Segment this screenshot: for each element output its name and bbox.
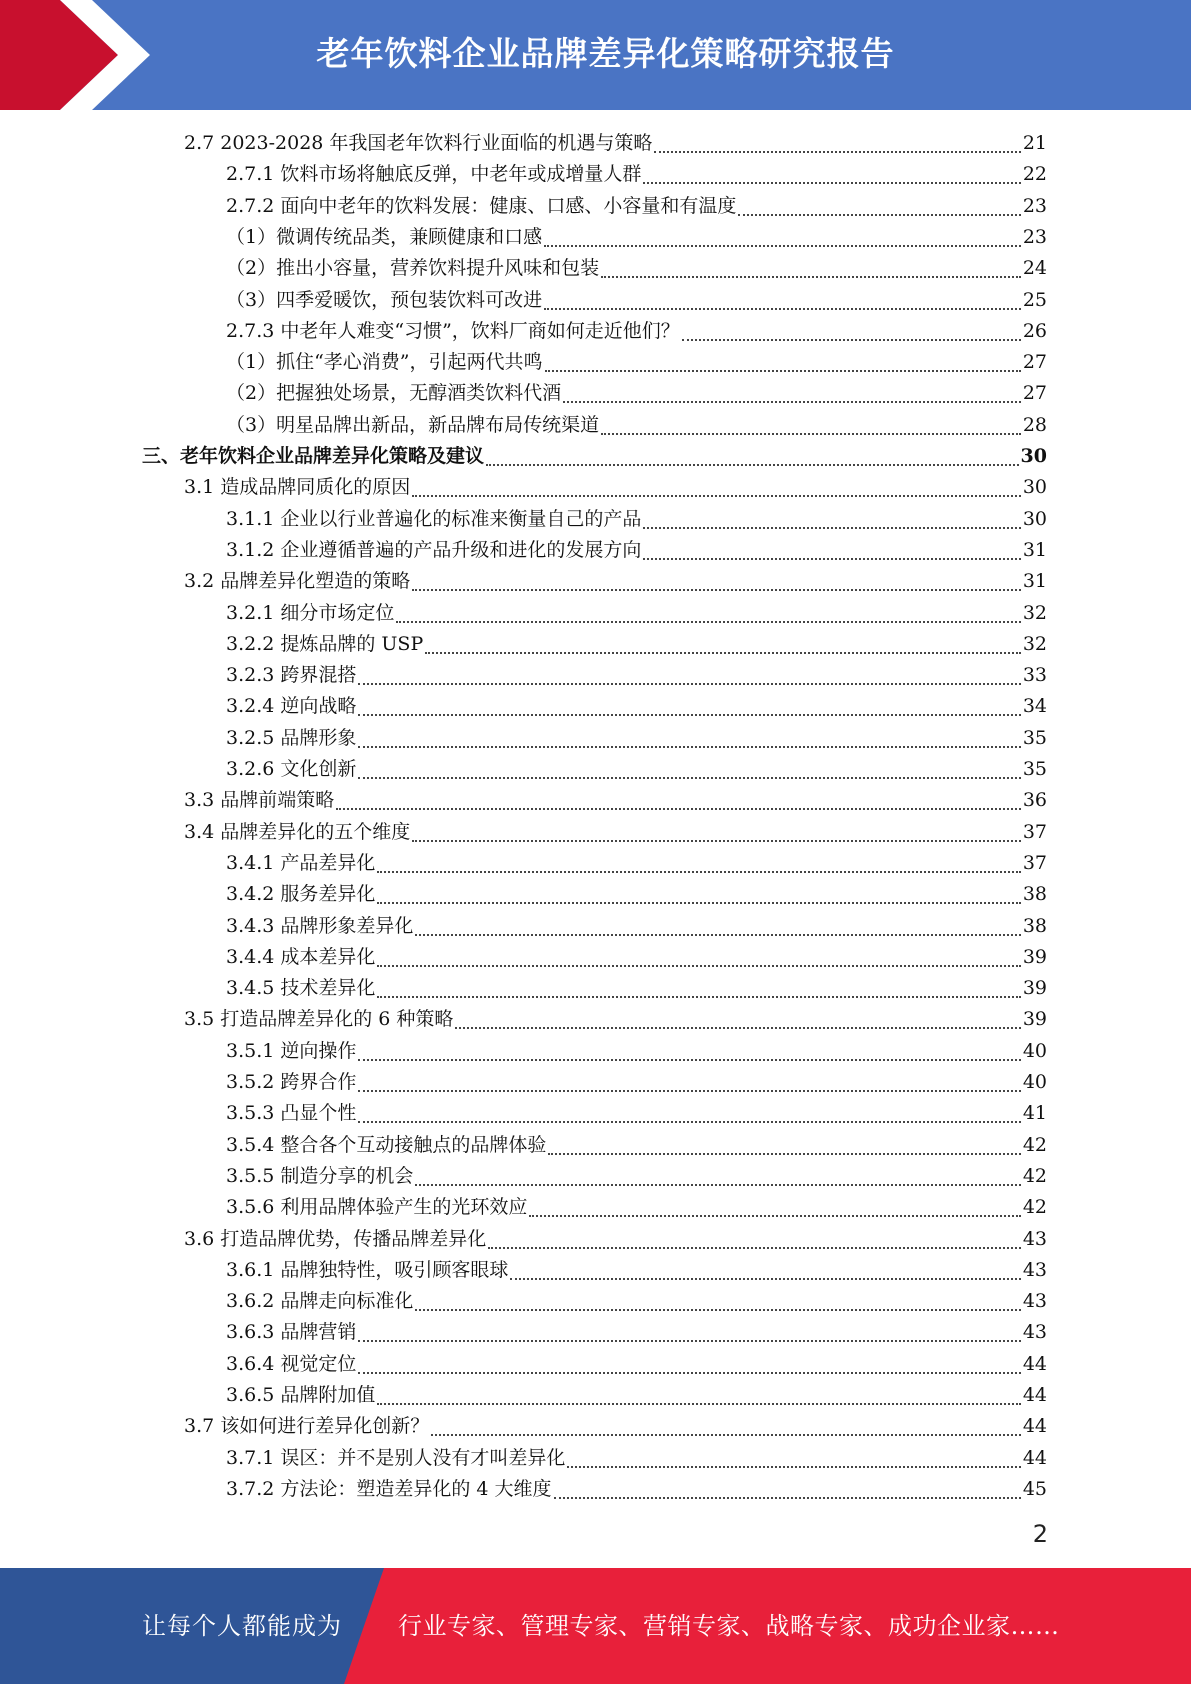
toc-entry-page: 21 <box>1022 132 1047 154</box>
toc-leader-dots <box>412 589 1021 591</box>
toc-entry[interactable] <box>226 347 1047 378</box>
toc-entry[interactable] <box>226 222 1047 253</box>
toc-entry-title: 3.4 品牌差异化的五个维度 <box>184 820 411 843</box>
toc-entry-page: 35 <box>1022 758 1047 780</box>
toc-entry-page: 38 <box>1022 883 1047 906</box>
toc-entry[interactable] <box>226 1443 1047 1474</box>
toc-leader-dots <box>545 370 1021 372</box>
toc-entry-title: 三、老年饮料企业品牌差异化策略及建议 <box>142 445 485 467</box>
toc-entry[interactable] <box>226 973 1047 1004</box>
toc-leader-dots <box>544 245 1021 247</box>
toc-entry-page: 24 <box>1022 257 1047 280</box>
toc-entry-title: 3.1.2 企业遵循普遍的产品升级和进化的发展方向 <box>226 538 642 561</box>
toc-entry[interactable] <box>226 1067 1047 1098</box>
toc-entry-page: 44 <box>1022 1415 1047 1438</box>
toc-entry-title: 2.7.1 饮料市场将触底反弹，中老年或成增量人群 <box>226 163 642 186</box>
toc-entry-page: 33 <box>1022 664 1047 687</box>
toc-entry-page: 44 <box>1022 1446 1047 1469</box>
toc-leader-dots <box>601 276 1021 278</box>
toc-leader-dots <box>682 339 1021 341</box>
toc-entry-title: 3.2.5 品牌形象 <box>226 726 357 749</box>
toc-entry-title: 3.6.2 品牌走向标准化 <box>226 1290 414 1313</box>
toc-entry-title: （1）微调传统品类，兼顾健康和口感 <box>226 225 543 248</box>
toc-leader-dots <box>529 1215 1020 1217</box>
toc-leader-dots <box>358 1059 1020 1061</box>
toc-entry-title: 3.7.2 方法论：塑造差异化的 4 大维度 <box>226 1477 552 1500</box>
toc-entry[interactable] <box>184 1224 1047 1255</box>
toc-leader-dots <box>455 1027 1020 1029</box>
toc-entry-page: 31 <box>1022 570 1047 593</box>
toc-entry-page: 22 <box>1022 163 1047 186</box>
toc-leader-dots <box>415 1309 1020 1311</box>
toc-leader-dots <box>396 621 1020 623</box>
toc-entry-title: 3.5.2 跨界合作 <box>226 1071 357 1093</box>
toc-leader-dots <box>488 1247 1021 1249</box>
page-footer <box>0 1568 1191 1684</box>
toc-entry[interactable] <box>226 1286 1047 1317</box>
toc-leader-dots <box>377 1403 1020 1405</box>
toc-entry-page: 45 <box>1022 1477 1047 1500</box>
toc-entry-page: 40 <box>1022 1039 1047 1062</box>
toc-entry-title: 3.4.4 成本差异化 <box>226 945 376 968</box>
toc-entry-page: 31 <box>1022 538 1047 561</box>
toc-leader-dots <box>601 433 1021 435</box>
toc-entry[interactable] <box>226 285 1047 316</box>
toc-entry-title: 3.5.6 利用品牌体验产生的光环效应 <box>226 1196 528 1219</box>
toc-entry[interactable] <box>184 128 1047 159</box>
toc-entry[interactable] <box>184 785 1047 816</box>
toc-entry-page: 39 <box>1022 945 1047 968</box>
toc-entry-title: 3.6.3 品牌营销 <box>226 1321 357 1344</box>
toc-entry[interactable] <box>226 942 1047 973</box>
toc-entry-page: 38 <box>1022 914 1047 937</box>
toc-entry-page: 43 <box>1022 1290 1047 1313</box>
toc-entry-page: 44 <box>1022 1384 1047 1406</box>
toc-entry[interactable] <box>226 191 1047 222</box>
toc-entry-title: 3.4.2 服务差异化 <box>226 883 376 906</box>
toc-entry[interactable] <box>226 159 1047 190</box>
toc-entry[interactable] <box>226 1036 1047 1067</box>
toc-leader-dots <box>643 182 1020 184</box>
toc-entry[interactable] <box>226 410 1047 441</box>
toc-leader-dots <box>336 808 1021 810</box>
toc-leader-dots <box>567 1466 1020 1468</box>
toc-entry-page: 37 <box>1022 820 1047 843</box>
toc-leader-dots <box>358 1121 1020 1123</box>
toc-entry[interactable] <box>226 1161 1047 1192</box>
toc-entry[interactable] <box>226 660 1047 691</box>
toc-entry[interactable] <box>226 691 1047 722</box>
toc-entry[interactable] <box>226 378 1047 409</box>
toc-entry[interactable] <box>226 754 1047 785</box>
toc-entry-title: 3.5.4 整合各个互动接触点的品牌体验 <box>226 1133 547 1156</box>
toc-entry-title: 3.5 打造品牌差异化的 6 种策略 <box>184 1008 454 1031</box>
toc-entry[interactable] <box>226 316 1047 347</box>
toc-leader-dots <box>654 151 1020 153</box>
toc-entry-title: 3.5.3 凸显个性 <box>226 1102 357 1125</box>
toc-entry[interactable] <box>226 1317 1047 1348</box>
toc-entry-title: 3.1 造成品牌同质化的原因 <box>184 476 411 499</box>
toc-entry-page: 36 <box>1022 789 1047 812</box>
toc-entry-page: 32 <box>1022 601 1047 624</box>
toc-entry-title: 3.4.3 品牌形象差异化 <box>226 914 414 937</box>
toc-entry[interactable] <box>226 911 1047 942</box>
toc-entry-page: 23 <box>1022 225 1047 248</box>
footer-slogan: 让每个人都能成为 <box>142 1612 342 1640</box>
toc-entry[interactable] <box>226 629 1047 660</box>
toc-entry-title: （1）抓住“孝心消费”，引起两代共鸣 <box>226 351 543 374</box>
toc-leader-dots <box>486 464 1019 466</box>
toc-leader-dots <box>415 1184 1020 1186</box>
toc-entry-title: 3.2.3 跨界混搭 <box>226 664 357 687</box>
toc-entry[interactable] <box>226 598 1047 629</box>
toc-entry-page: 44 <box>1022 1352 1047 1375</box>
toc-leader-dots <box>358 1090 1020 1092</box>
toc-entry[interactable] <box>184 566 1047 597</box>
footer-tagline: 行业专家、管理专家、营销专家、战略专家、成功企业家…… <box>398 1612 1060 1640</box>
toc-entry-page: 30 <box>1022 507 1047 530</box>
toc-leader-dots <box>358 746 1020 748</box>
toc-entry-page: 34 <box>1022 695 1047 718</box>
toc-leader-dots <box>738 214 1020 216</box>
toc-leader-dots <box>358 714 1020 716</box>
toc-leader-dots <box>412 495 1021 497</box>
toc-leader-dots <box>377 996 1020 998</box>
toc-entry[interactable] <box>142 441 1047 472</box>
toc-entry[interactable] <box>184 1004 1047 1035</box>
toc-entry-title: 3.4.5 技术差异化 <box>226 977 376 1000</box>
toc-entry-page: 43 <box>1022 1227 1047 1250</box>
toc-leader-dots <box>548 1153 1020 1155</box>
toc-entry-page: 43 <box>1022 1258 1047 1281</box>
toc-entry-title: （2）把握独处场景，无醇酒类饮料代酒 <box>226 382 562 405</box>
toc-leader-dots <box>377 902 1020 904</box>
toc-entry-page: 41 <box>1022 1102 1047 1125</box>
page-header <box>0 0 1191 110</box>
toc-leader-dots <box>358 683 1020 685</box>
toc-entry[interactable] <box>226 504 1047 535</box>
toc-entry-title: 3.6.4 视觉定位 <box>226 1352 357 1375</box>
toc-entry-title: 2.7.2 面向中老年的饮料发展：健康、口感、小容量和有温度 <box>226 194 737 217</box>
toc-entry-title: 3.2.1 细分市场定位 <box>226 601 395 624</box>
toc-entry[interactable] <box>184 472 1047 503</box>
toc-entry[interactable] <box>226 1192 1047 1223</box>
toc-entry-title: 3.7 该如何进行差异化创新？ <box>184 1415 430 1438</box>
toc-entry[interactable] <box>226 879 1047 910</box>
toc-entry[interactable] <box>226 1098 1047 1129</box>
toc-entry[interactable] <box>226 848 1047 879</box>
toc-entry-title: 3.6.1 品牌独特性，吸引顾客眼球 <box>226 1258 509 1281</box>
toc-entry-page: 42 <box>1022 1196 1047 1219</box>
toc-entry-title: 3.2.6 文化创新 <box>226 758 357 780</box>
toc-entry-page: 42 <box>1022 1164 1047 1187</box>
toc-entry[interactable] <box>226 1474 1047 1505</box>
toc-entry[interactable] <box>226 1349 1047 1380</box>
toc-entry-page: 43 <box>1022 1321 1047 1344</box>
toc-entry-title: （3）四季爱暖饮，预包装饮料可改进 <box>226 288 543 311</box>
toc-entry[interactable] <box>226 1130 1047 1161</box>
toc-leader-dots <box>554 1497 1021 1499</box>
toc-entry-title: 3.7.1 误区：并不是别人没有才叫差异化 <box>226 1446 566 1469</box>
toc-entry-page: 39 <box>1022 1008 1047 1031</box>
toc-entry-title: 3.2.4 逆向战略 <box>226 695 357 718</box>
toc-leader-dots <box>377 871 1020 873</box>
toc-leader-dots <box>425 652 1021 654</box>
toc-leader-dots <box>643 558 1020 560</box>
toc-entry-page: 37 <box>1022 851 1047 874</box>
toc-leader-dots <box>643 527 1020 529</box>
page-number: 2 <box>1032 1520 1048 1548</box>
toc-leader-dots <box>412 840 1021 842</box>
toc-entry-page: 39 <box>1022 977 1047 1000</box>
toc-entry-title: 3.2.2 提炼品牌的 USP <box>226 632 424 655</box>
toc-entry-page: 23 <box>1022 194 1047 217</box>
toc-entry[interactable] <box>226 723 1047 754</box>
toc-entry-page: 28 <box>1022 413 1047 436</box>
toc-leader-dots <box>510 1278 1020 1280</box>
toc-entry[interactable] <box>226 253 1047 284</box>
toc-entry[interactable] <box>226 535 1047 566</box>
toc-leader-dots <box>544 308 1021 310</box>
toc-entry-title: （3）明星品牌出新品，新品牌布局传统渠道 <box>226 413 600 436</box>
toc-leader-dots <box>358 1340 1020 1342</box>
toc-entry-page: 42 <box>1022 1133 1047 1156</box>
toc-leader-dots <box>431 1434 1021 1436</box>
toc-entry-page: 30 <box>1022 476 1047 499</box>
toc-entry-page: 25 <box>1022 288 1047 311</box>
toc-entry-title: 3.1.1 企业以行业普遍化的标准来衡量自己的产品 <box>226 507 642 530</box>
toc-entry-page: 27 <box>1022 351 1047 374</box>
toc-leader-dots <box>415 934 1020 936</box>
toc-entry-title: 3.6.5 品牌附加值 <box>226 1384 376 1406</box>
toc-leader-dots <box>563 401 1021 403</box>
toc-entry-page: 26 <box>1022 319 1047 342</box>
toc-entry-title: 3.2 品牌差异化塑造的策略 <box>184 570 411 593</box>
toc-entry-page: 35 <box>1022 726 1047 749</box>
toc-entry-title: 3.5.1 逆向操作 <box>226 1039 357 1062</box>
toc-leader-dots <box>358 777 1020 779</box>
toc-entry-title: 3.4.1 产品差异化 <box>226 851 376 874</box>
toc-entry-page: 30 <box>1020 445 1047 467</box>
toc-entry[interactable] <box>184 817 1047 848</box>
toc-entry-page: 40 <box>1022 1071 1047 1093</box>
toc-entry-title: （2）推出小容量，营养饮料提升风味和包装 <box>226 257 600 280</box>
toc-entry-title: 2.7 2023-2028 年我国老年饮料行业面临的机遇与策略 <box>184 132 653 154</box>
toc-leader-dots <box>377 965 1020 967</box>
toc-entry-page: 27 <box>1022 382 1047 405</box>
toc-entry[interactable] <box>226 1380 1047 1411</box>
toc-leader-dots <box>358 1372 1020 1374</box>
toc-entry-title: 3.3 品牌前端策略 <box>184 789 335 812</box>
toc-entry-title: 3.5.5 制造分享的机会 <box>226 1164 414 1187</box>
toc-entry-title: 2.7.3 中老年人难变“习惯”，饮料厂商如何走近他们？ <box>226 319 680 342</box>
toc-entry-title: 3.6 打造品牌优势，传播品牌差异化 <box>184 1227 487 1250</box>
report-title: 老年饮料企业品牌差异化策略研究报告 <box>316 34 895 73</box>
toc-entry-page: 32 <box>1022 632 1047 655</box>
toc-entry[interactable] <box>184 1411 1047 1442</box>
toc-entry[interactable] <box>226 1255 1047 1286</box>
